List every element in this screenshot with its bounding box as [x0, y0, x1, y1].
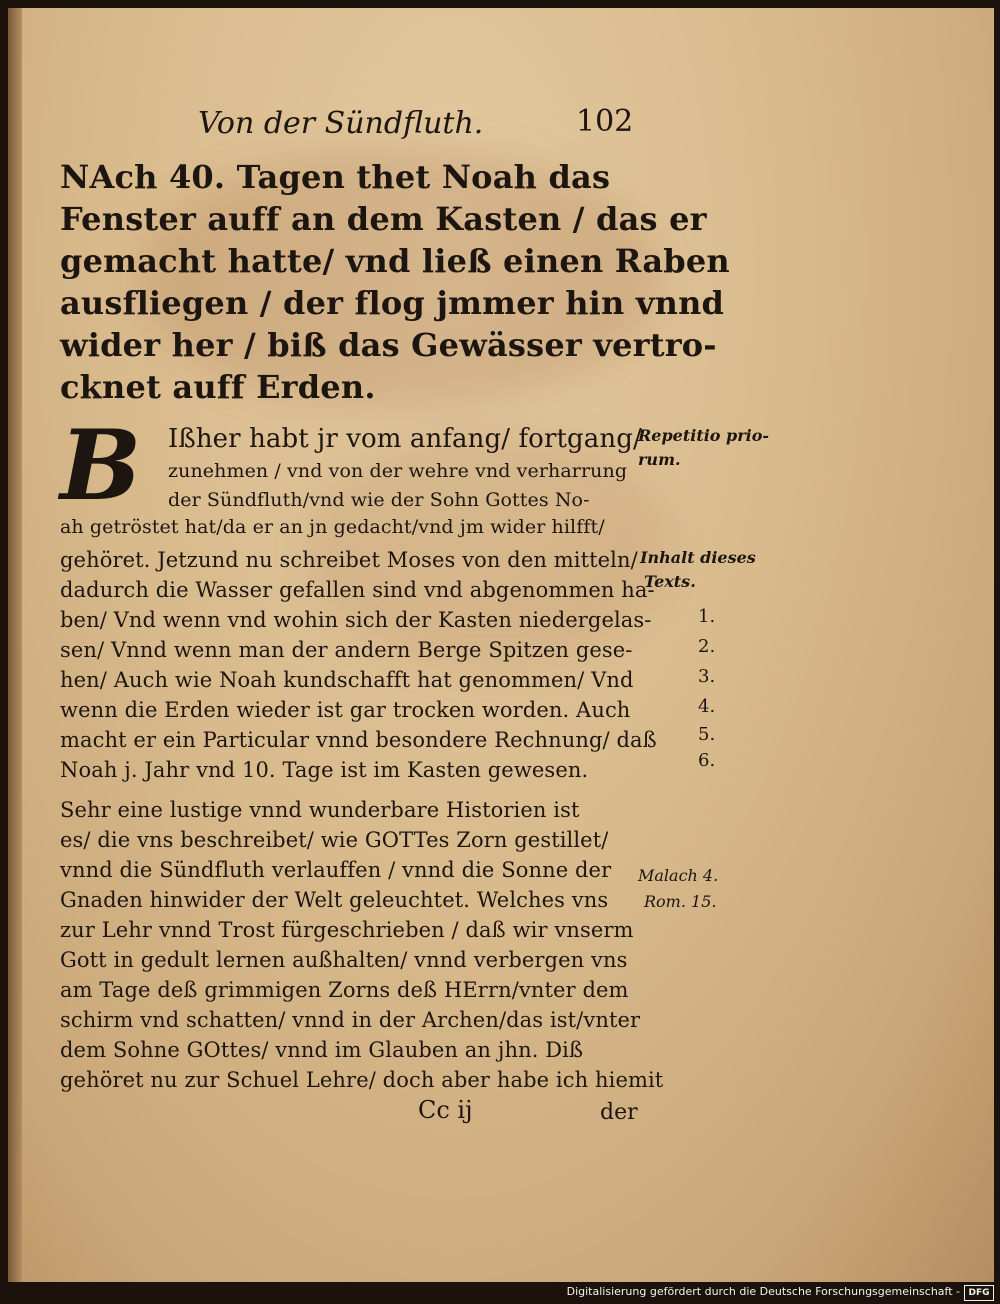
- marginal-note: Texts.: [644, 572, 696, 591]
- signature-mark: Cc ij: [418, 1096, 473, 1124]
- body-line: vnnd die Sündfluth verlauffen / vnnd die Sonne der: [60, 858, 612, 882]
- body-line: schirm vnd schatten/ vnnd in der Archen/das ist/vnter: [60, 1008, 641, 1032]
- body-line: Gnaden hinwider der Welt geleuchtet. Welches vns: [60, 888, 609, 912]
- marginal-note: rum.: [638, 450, 681, 469]
- marginal-note: Inhalt dieses: [640, 548, 756, 567]
- body-line: es/ die vns beschreibet/ wie GOTTes Zorn gestillet/: [60, 828, 609, 852]
- marginal-note: Repetitio prio-: [638, 426, 770, 445]
- body-line: Gott in gedult lernen außhalten/ vnnd verbergen vns: [60, 948, 628, 972]
- body-line: sen/ Vnnd wenn man der andern Berge Spitzen gese-: [60, 638, 633, 662]
- body-line: zunehmen / vnd von der wehre vnd verharrung: [168, 460, 628, 482]
- running-head-title: Von der Sündfluth.: [198, 106, 484, 141]
- marginal-reference: Malach 4.: [638, 866, 719, 885]
- page-edge: [8, 8, 22, 1282]
- body-line: hen/ Auch wie Noah kundschafft hat genommen/ Vnd: [60, 668, 634, 692]
- body-line: ah getröstet hat/da er an jn gedacht/vnd jm wider hilfft/: [60, 516, 605, 538]
- body-line: am Tage deß grimmigen Zorns deß HErrn/vnter dem: [60, 978, 629, 1002]
- dfg-logo: DFG: [964, 1285, 994, 1301]
- body-line: Sehr eine lustige vnnd wunderbare Historien ist: [60, 798, 580, 822]
- verse-line: gemacht hatte/ vnd ließ einen Raben: [60, 242, 730, 280]
- verse-line: NAch 40. Tagen thet Noah das: [60, 158, 611, 196]
- body-line: Ißher habt jr vom anfang/ fortgang/: [168, 424, 642, 454]
- page-number: 102: [576, 104, 634, 139]
- decorated-initial: B: [60, 409, 142, 522]
- verse-line: ausfliegen / der flog jmmer hin vnnd: [60, 284, 725, 322]
- marginal-reference: Rom. 15.: [644, 892, 717, 911]
- body-line: gehöret. Jetzund nu schreibet Moses von den mitteln/: [60, 548, 638, 572]
- body-line: ben/ Vnd wenn vnd wohin sich der Kasten niedergelas-: [60, 608, 652, 632]
- footer-bar: [0, 1282, 1000, 1304]
- verse-line: Fenster auff an dem Kasten / das er: [60, 200, 707, 238]
- marginal-number: 5.: [698, 724, 716, 745]
- verse-line: wider her / biß das Gewässer vertro-: [60, 326, 717, 364]
- marginal-number: 1.: [698, 606, 716, 627]
- catchword: der: [600, 1100, 638, 1125]
- marginal-number: 4.: [698, 696, 716, 717]
- body-line: zur Lehr vnnd Trost fürgeschrieben / daß wir vnserm: [60, 918, 634, 942]
- funding-credit: Digitalisierung gefördert durch die Deutsche Forschungsgemeinschaft -: [566, 1285, 960, 1298]
- body-line: der Sündfluth/vnd wie der Sohn Gottes No-: [168, 489, 590, 511]
- marginal-number: 3.: [698, 666, 716, 687]
- body-line: wenn die Erden wieder ist gar trocken worden. Auch: [60, 698, 631, 722]
- body-line: macht er ein Particular vnnd besondere Rechnung/ daß: [60, 728, 657, 752]
- marginal-number: 6.: [698, 750, 716, 771]
- verse-line: cknet auff Erden.: [60, 368, 376, 406]
- body-line: dadurch die Wasser gefallen sind vnd abgenommen ha-: [60, 578, 655, 602]
- body-line: gehöret nu zur Schuel Lehre/ doch aber habe ich hiemit: [60, 1068, 664, 1092]
- book-page: [8, 8, 994, 1282]
- body-line: dem Sohne GOttes/ vnnd im Glauben an jhn. Diß: [60, 1038, 584, 1062]
- body-line: Noah j. Jahr vnd 10. Tage ist im Kasten gewesen.: [60, 758, 589, 782]
- marginal-number: 2.: [698, 636, 716, 657]
